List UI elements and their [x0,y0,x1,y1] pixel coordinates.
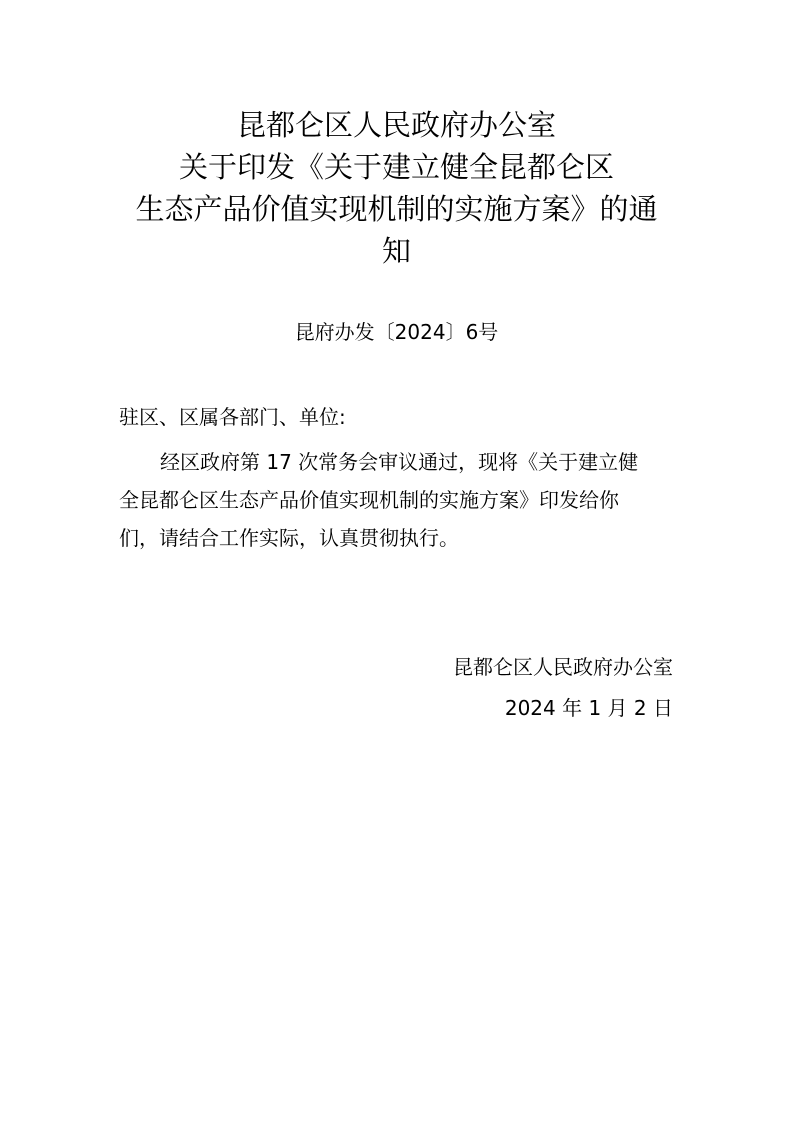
body-line: 经区政府第 17 次常务会审议通过，现将《关于建立健 [160,450,639,474]
title-line: 关于印发《关于建立健全昆都仑区 [178,150,614,184]
signature-organization: 昆都仑区人民政府办公室 [453,655,673,679]
body-line: 们，请结合工作实际，认真贯彻执行。 [119,526,459,550]
body-paragraph [119,443,675,557]
body-line: 全昆都仑区生态产品价值实现机制的实施方案》印发给你 [119,488,619,512]
document-number: 昆府办发〔2024〕6号 [294,320,499,344]
salutation: 驻区、区属各部门、单位: [119,405,346,429]
document-title [0,104,793,272]
title-line: 知 [381,234,411,268]
signature-date: 2024 年 1 月 2 日 [504,696,673,720]
title-line: 昆都仑区人民政府办公室 [236,108,556,142]
title-line: 生态产品价值实现机制的实施方案》的通 [135,192,658,226]
